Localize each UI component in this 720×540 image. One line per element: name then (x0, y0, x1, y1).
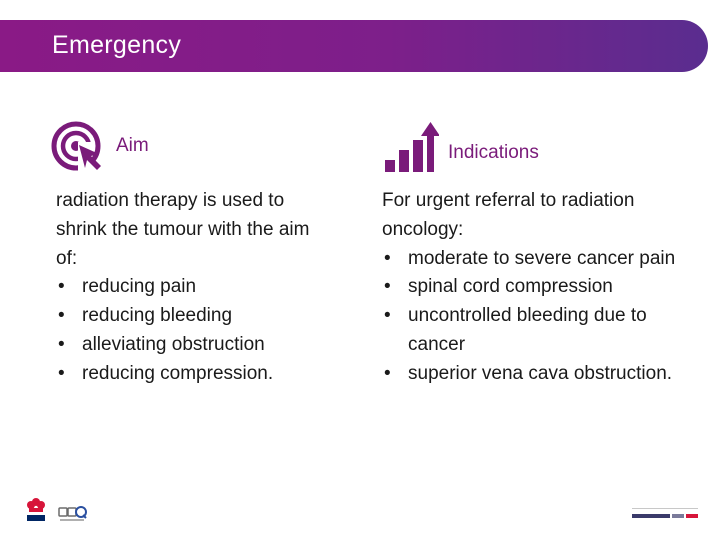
indications-list (382, 245, 682, 389)
indications-label: Indications (448, 142, 539, 163)
list-item: • moderate to severe cancer pain (382, 245, 682, 274)
list-item: • alleviating obstruction (56, 331, 326, 360)
aim-label: Aim (116, 135, 149, 156)
eviq-logo (58, 502, 88, 524)
page-title: Emergency (52, 31, 182, 59)
aim-content (56, 187, 326, 389)
list-item: • uncontrolled bleeding due to cancer (382, 302, 682, 360)
target-icon (50, 118, 108, 176)
aim-intro: radiation therapy is used to shrink the tumour with the aim of: (56, 190, 310, 269)
indications-intro: For urgent referral to radiation oncology: (382, 190, 635, 240)
nsw-government-logo (24, 498, 48, 526)
aim-list (56, 273, 326, 388)
indications-content (382, 187, 682, 389)
list-item: • reducing pain (56, 273, 326, 302)
rising-bars-icon (383, 120, 439, 176)
cancer-institute-nsw-logo (632, 508, 698, 522)
list-item: • spinal cord compression (382, 273, 682, 302)
list-item: • reducing compression. (56, 360, 326, 389)
list-item: • superior vena cava obstruction. (382, 360, 682, 389)
list-item: • reducing bleeding (56, 302, 326, 331)
